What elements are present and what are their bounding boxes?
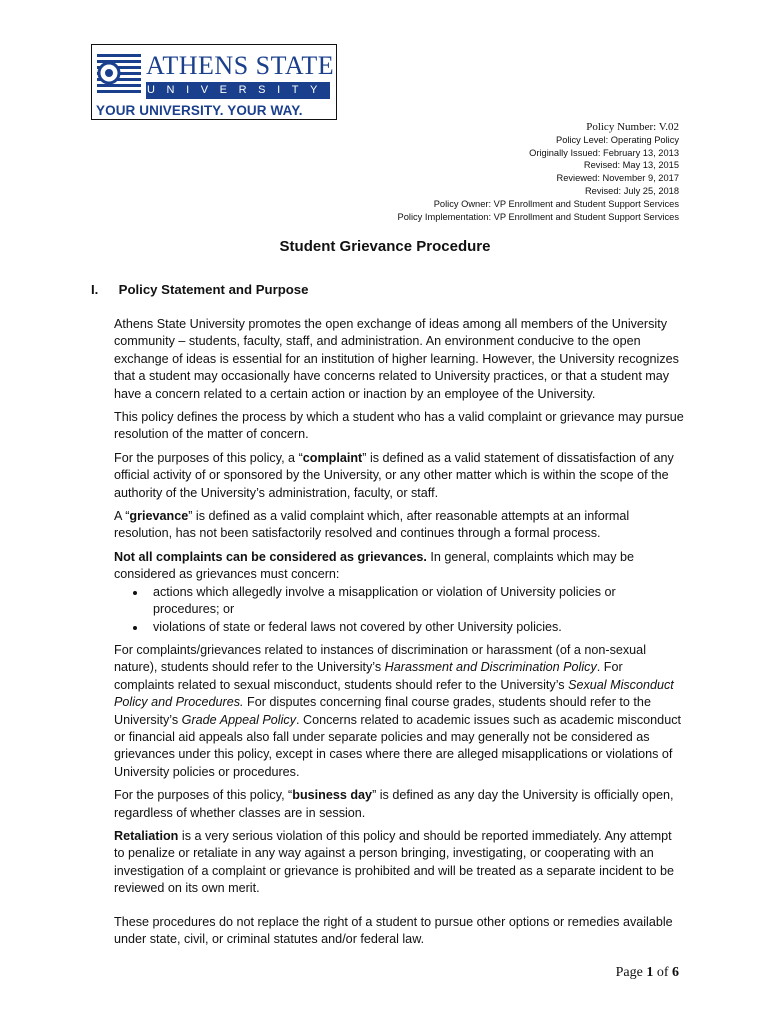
revised-date-1: Revised: May 13, 2015 [583,160,679,171]
sexual-misconduct-policy-ref: Sexual Misconduct Policy and Procedures. [114,677,674,710]
paragraph-retaliation: Retaliation is a very serious violation of this policy and should be reported immediately. Any attempt to penalize or retaliate in any way against a person bringing, investigating, or cooperating with an investigation of a complaint or grievance is prohibited and will be treated as a separate incident to be reviewed on its own merit. [114,828,675,896]
policy-owner: Policy Owner: VP Enrollment and Student Support Services [433,198,679,209]
policy-level: Policy Level: Operating Policy [556,134,679,145]
term-grievance: grievance [129,509,189,524]
policy-metadata [398,121,679,223]
paragraph-purpose: This policy defines the process by which a student who has a valid complaint or grievance may pursue resolution of the matter of concern. [114,410,684,442]
paragraph-intro: Athens State University promotes the open exchange of ideas among all members of the University community – students, faculty, staff, and administration. An environment conducive to the open exchange of ideas is essential for an institution of higher learning. However, the University recognizes that a student may occasionally have concerns related to University practices, or that a student may have a concern related to a certain action or inaction by an employee of the University. [114,317,679,401]
logo-tagline: YOUR UNIVERSITY. YOUR WAY. [96,103,303,118]
grievance-criteria-list [114,584,684,636]
term-business-day: business day [292,788,373,803]
revised-date-2: Revised: July 25, 2018 [584,185,679,196]
logo-name: ATHENS STATE [146,51,335,80]
page-number: Page 1 of 6 [615,965,679,980]
paragraph-business-day: For the purposes of this policy, “business day” is defined as any day the University is officially open, regardless of whether classes are in session. [114,788,674,820]
grievance-scope-note: Not all complaints can be considered as grievances. [114,549,427,564]
section-numeral: I. [91,282,99,297]
policy-body [114,316,684,954]
policy-implementation: Policy Implementation: VP Enrollment and Student Support Services [397,211,679,222]
paragraph-related-policies: For complaints/grievances related to instances of discrimination or harassment (of a non-sexual nature), students should refer to the University’s Harassment and Discrimination Policy. For complaints related to sexual misconduct, students should refer to the University’s Sexual Misconduct Policy and Procedures. For disputes concerning final course grades, students should refer to the University’s Grade Appeal Policy. Concerns related to academic issues such as academic misconduct or financial aid appeals also fall under separate policies and may generally not be considered as grievances under this policy, except in cases where there are alleged misapplications or violations of University policies or procedures. [114,642,681,779]
originally-issued: Originally Issued: February 13, 2013 [529,147,679,158]
term-retaliation: Retaliation [114,828,179,843]
section-heading [91,282,308,297]
logo-university-bar: UNIVERSITY [146,82,330,99]
columns-emblem-icon [95,48,143,98]
paragraph-grievance-scope: Not all complaints can be considered as grievances. In general, complaints which may be considered as grievances must concern: [114,549,635,582]
harassment-policy-ref: Harassment and Discrimination Policy [384,660,597,675]
paragraph-complaint-definition: For the purposes of this policy, a “complaint” is defined as a valid statement of dissatisfaction of any official activity of or sponsored by the University, or any other matter which is within the scope of the authority of the University’s administration, faculty, or staff. [114,450,674,500]
policy-number: Policy Number: V.02 [586,121,679,133]
term-complaint: complaint [302,450,363,465]
list-item: • violations of state or federal laws not covered by other University policies. [147,619,684,636]
reviewed-date: Reviewed: November 9, 2017 [556,173,679,184]
page-title: Student Grievance Procedure [279,238,491,255]
paragraph-other-remedies: These procedures do not replace the right of a student to pursue other options or remedies available under state, civil, or criminal statutes and/or federal law. [114,914,673,946]
grade-appeal-policy-ref: Grade Appeal Policy [181,712,296,727]
paragraph-grievance-definition: A “grievance” is defined as a valid complaint which, after reasonable attempts at an informal resolution, has not been satisfactorily resolved and continues through a formal process. [114,509,630,541]
section-title: Policy Statement and Purpose [118,282,309,297]
university-logo [91,44,337,120]
list-item: • actions which allegedly involve a misapplication or violation of University policies or procedures; or [147,584,684,619]
